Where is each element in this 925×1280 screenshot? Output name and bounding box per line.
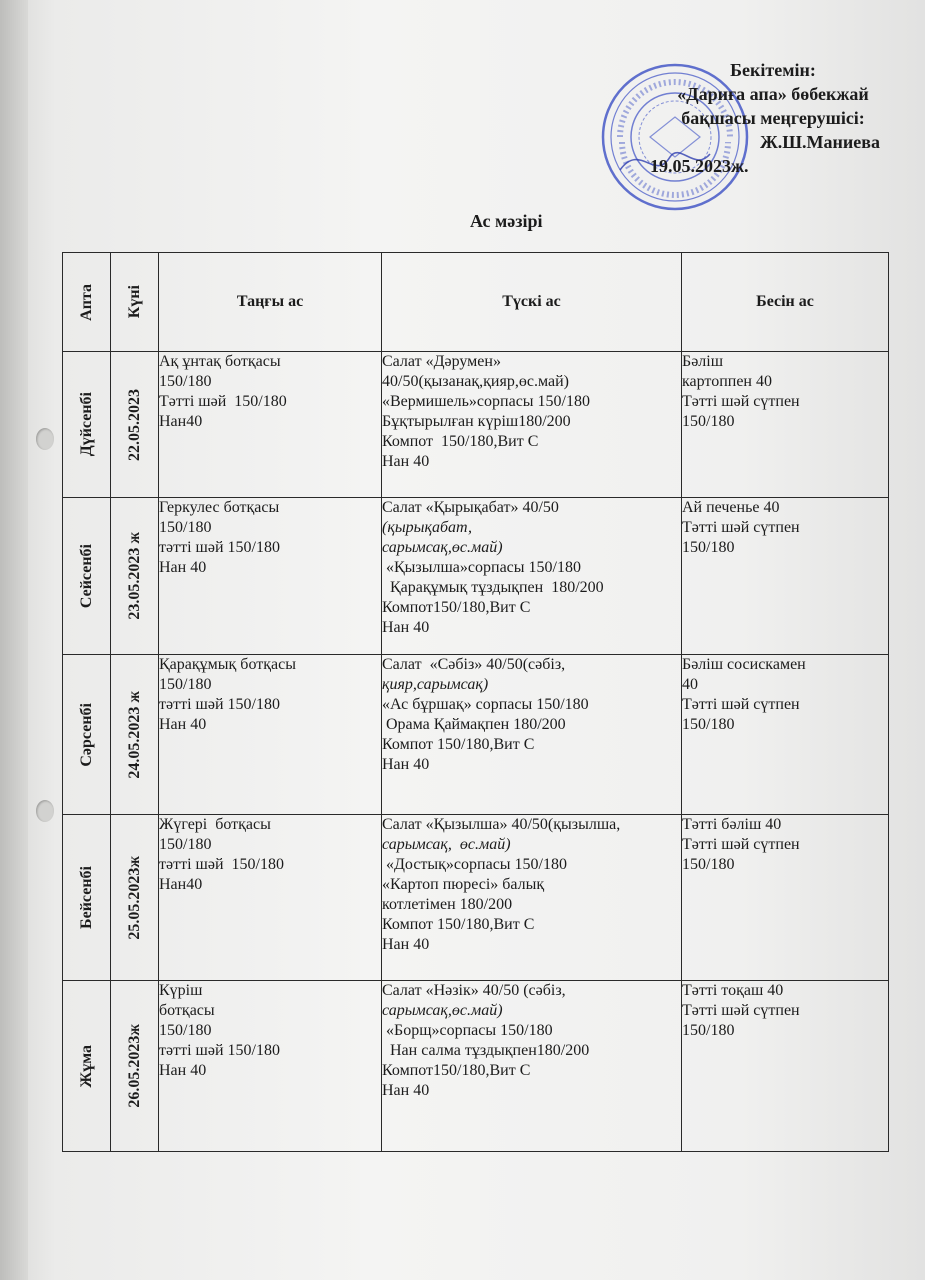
- breakfast-cell: Геркулес ботқасы 150/180 тәтті шәй 150/180 Нан 40: [159, 498, 382, 655]
- breakfast-cell: Ақ ұнтақ ботқасы 150/180 Тәтті шәй 150/180 Нан40: [159, 352, 382, 498]
- date-cell: 25.05.2023ж: [111, 815, 159, 981]
- header-breakfast: Таңғы ас: [159, 253, 382, 352]
- lunch-cell: Салат «Сәбіз» 40/50(сәбіз, қияр,сарымсақ) «Ас бұршақ» сорпасы 150/180 Орама Қаймақпен 180/200 Компот 150/180,Вит С Нан 40: [382, 655, 682, 815]
- paper-edge: [0, 0, 28, 1280]
- lunch-cell: Салат «Қырықабат» 40/50 (қырықабат, сарымсақ,өс.май) «Қызылша»сорпасы 150/180 Қарақұмық тұздықпен 180/200 Компот150/180,Вит С Нан 40: [382, 498, 682, 655]
- approval-label: Бекітемін:: [730, 60, 816, 80]
- header-snack: Бесін ас: [682, 253, 889, 352]
- snack-cell: Бәліш картоппен 40 Тәтті шәй сүтпен 150/180: [682, 352, 889, 498]
- header-lunch: Түскі ас: [382, 253, 682, 352]
- menu-table: [62, 252, 889, 1152]
- snack-cell: Тәтті тоқаш 40 Тәтті шәй сүтпен 150/180: [682, 981, 889, 1152]
- approval-date: 19.05.2023ж.: [650, 156, 749, 176]
- header-date: Күні: [111, 253, 159, 352]
- date-cell: 24.05.2023 ж: [111, 655, 159, 815]
- breakfast-cell: Күріш ботқасы 150/180 тәтті шәй 150/180 Нан 40: [159, 981, 382, 1152]
- day-cell: Дүйсенбі: [63, 352, 111, 498]
- day-cell: Жұма: [63, 981, 111, 1152]
- header-week: Апта: [63, 253, 111, 352]
- kindergarten-name: «Дариға апа» бөбекжай: [677, 84, 869, 104]
- table-row: [63, 352, 889, 498]
- day-cell: Сейсенбі: [63, 498, 111, 655]
- punch-hole: [36, 428, 54, 450]
- date-cell: 23.05.2023 ж: [111, 498, 159, 655]
- table-row: [63, 815, 889, 981]
- approval-block: [628, 58, 918, 178]
- punch-hole: [36, 800, 54, 822]
- manager-name: Ж.Ш.Маниева: [759, 132, 880, 152]
- snack-cell: Ай печенье 40 Тәтті шәй сүтпен 150/180: [682, 498, 889, 655]
- lunch-cell: Салат «Дәрумен» 40/50(қызанақ,қияр,өс.май) «Вермишель»сорпасы 150/180 Бұқтырылған күріш180/200 Компот 150/180,Вит С Нан 40: [382, 352, 682, 498]
- snack-cell: Бәліш сосискамен 40 Тәтті шәй сүтпен 150/180: [682, 655, 889, 815]
- breakfast-cell: Қарақұмық ботқасы 150/180 тәтті шәй 150/180 Нан 40: [159, 655, 382, 815]
- breakfast-cell: Жүгері ботқасы 150/180 тәтті шәй 150/180 Нан40: [159, 815, 382, 981]
- lunch-cell: Салат «Нәзік» 40/50 (сәбіз, сарымсақ,өс.май) «Борщ»сорпасы 150/180 Нан салма тұздықпен180/200 Компот150/180,Вит С Нан 40: [382, 981, 682, 1152]
- header-row: [63, 253, 889, 352]
- table-row: [63, 981, 889, 1152]
- day-cell: Бейсенбі: [63, 815, 111, 981]
- snack-cell: Тәтті бәліш 40 Тәтті шәй сүтпен 150/180: [682, 815, 889, 981]
- lunch-cell: Салат «Қызылша» 40/50(қызылша, сарымсақ, өс.май) «Достық»сорпасы 150/180 «Картоп пюресі» балық котлетімен 180/200 Компот 150/180,Вит С Нан 40: [382, 815, 682, 981]
- date-cell: 22.05.2023: [111, 352, 159, 498]
- page-title: Ас мәзірі: [470, 211, 543, 231]
- day-cell: Сәрсенбі: [63, 655, 111, 815]
- table-row: [63, 498, 889, 655]
- date-cell: 26.05.2023ж: [111, 981, 159, 1152]
- table-row: [63, 655, 889, 815]
- manager-title: бақшасы меңгерушісі:: [681, 108, 865, 128]
